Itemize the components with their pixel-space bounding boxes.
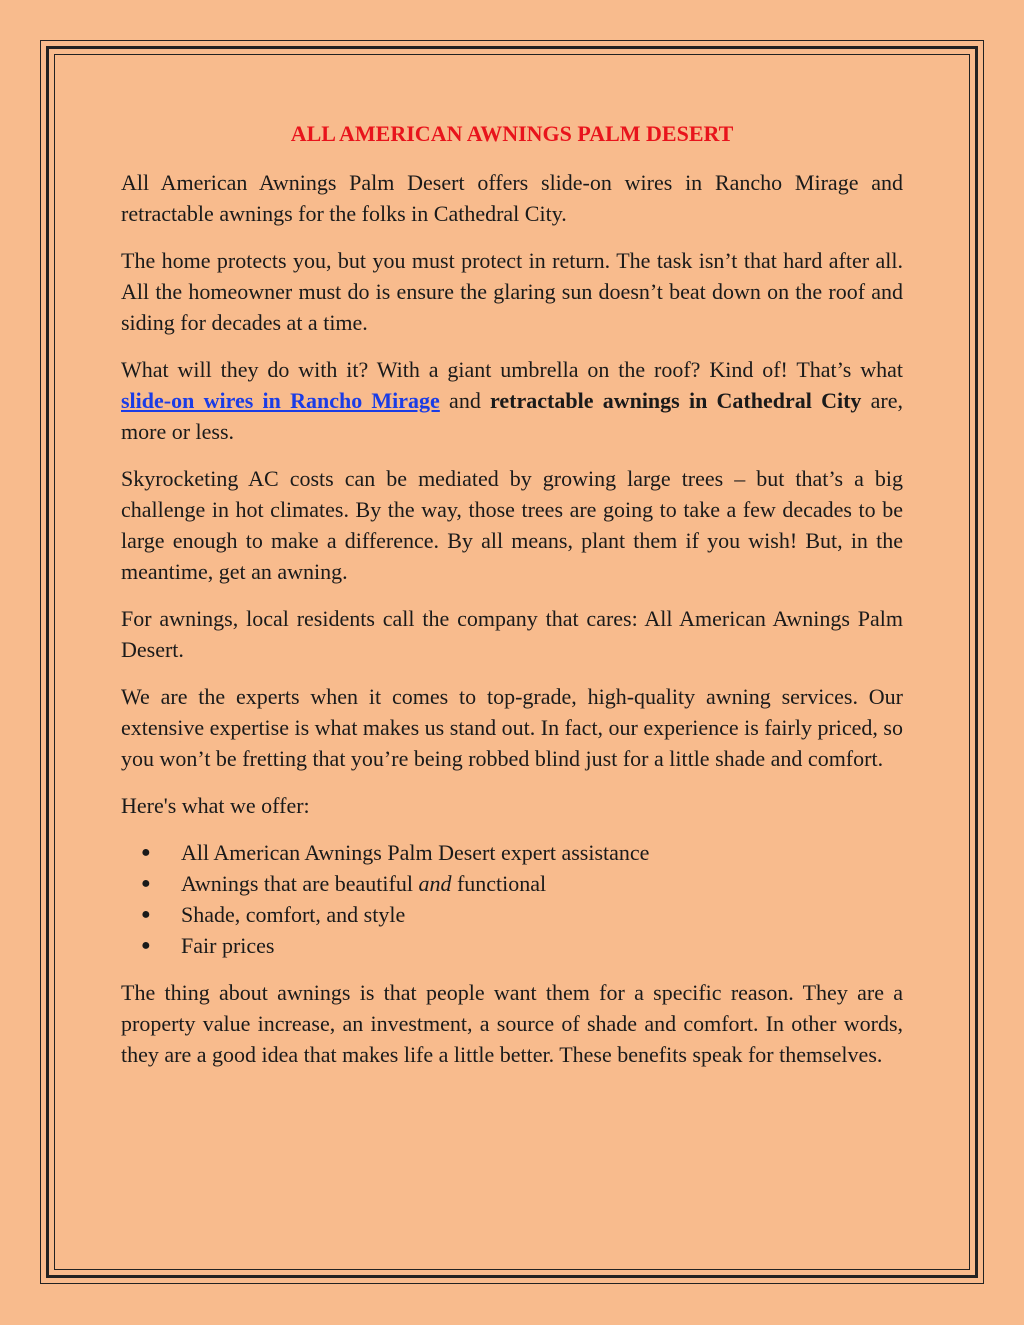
offer-list <box>121 837 903 961</box>
paragraph-conclusion: The thing about awnings is that people want them for a specific reason. They are a property value increase, an investment, a source of shade and comfort. In other words, they are a good idea that makes life a little better. These benefits speak for themselves. <box>121 980 903 1067</box>
document-body <box>121 118 903 1086</box>
paragraph-offer-intro: Here's what we offer: <box>121 793 310 818</box>
paragraph-home-protects: The home protects you, but you must protect in return. The task isn’t that hard after all. All the homeowner must do is ensure the glaring sun doesn’t beat down on the roof and siding for decades at a time. <box>121 248 903 335</box>
paragraph-experts: We are the experts when it comes to top-grade, high-quality awning services. Our extensive expertise is what makes us stand out. In fact, our experience is fairly priced, so you won’t be fretting that you’re being robbed blind just for a little shade and comfort. <box>121 684 903 771</box>
offer-item-text-start: Awnings that are beautiful <box>181 871 419 896</box>
offer-item-emphasis: and <box>418 871 452 896</box>
retractable-awnings-keyword: retractable awnings in Cathedral City <box>490 388 862 413</box>
paragraph-ac-costs: Skyrocketing AC costs can be mediated by growing large trees – but that’s a big challenge in hot climates. By the way, those trees are going to take a few decades to be large enough to make a difference. By all means, plant them if you wish! But, in the meantime, get an awning. <box>121 466 903 584</box>
list-item <box>121 868 903 899</box>
offer-item-text-end: functional <box>451 871 547 896</box>
paragraph-umbrella-text-middle: and <box>439 388 491 413</box>
paragraph-intro: All American Awnings Palm Desert offers slide-on wires in Rancho Mirage and retractable awnings for the folks in Cathedral City. <box>121 170 903 226</box>
paragraph-umbrella-text-end: are, more or less. <box>121 388 904 444</box>
bullet-icon: ● <box>141 906 151 923</box>
list-item <box>121 899 903 930</box>
bullet-icon: ● <box>141 844 151 861</box>
offer-item-text: Shade, comfort, and style <box>181 902 406 927</box>
offer-item-text: Fair prices <box>181 933 275 958</box>
paragraph-umbrella <box>121 354 903 447</box>
paragraph-local-residents: For awnings, local residents call the company that cares: All American Awnings Palm Desert. <box>121 606 903 662</box>
list-item <box>121 837 903 868</box>
bullet-icon: ● <box>141 875 151 892</box>
paragraph-umbrella-text-start: What will they do with it? With a giant umbrella on the roof? Kind of! That’s what <box>121 357 903 382</box>
bullet-icon: ● <box>141 937 151 954</box>
offer-item-text: All American Awnings Palm Desert expert assistance <box>181 840 650 865</box>
document-title: ALL AMERICAN AWNINGS PALM DESERT <box>290 121 734 146</box>
list-item <box>121 930 903 961</box>
slide-on-wires-link[interactable]: slide-on wires in Rancho Mirage <box>121 388 440 413</box>
